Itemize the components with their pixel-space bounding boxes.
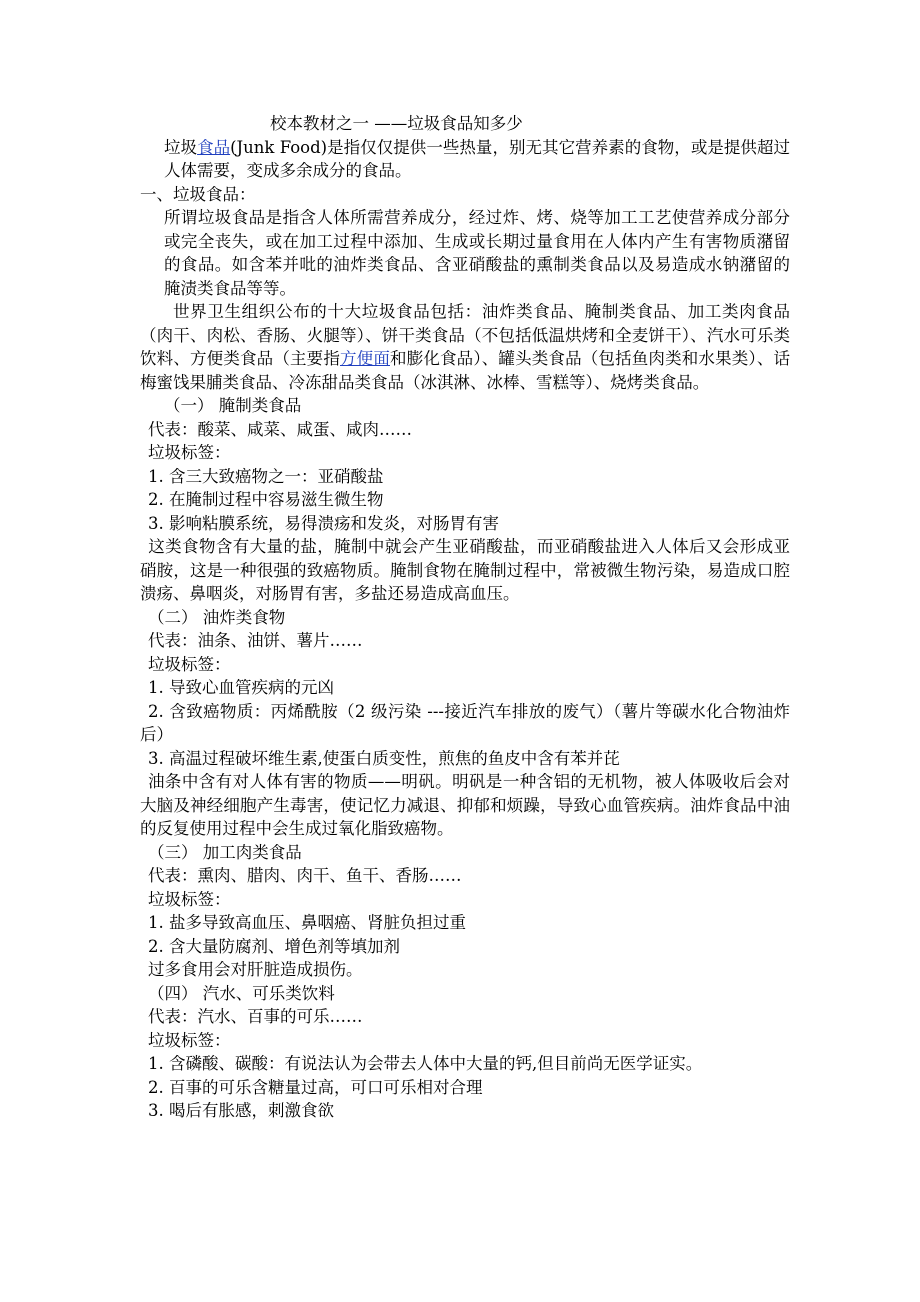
cat2-item: 2. 含致癌物质：丙烯酰胺（2 级污染 ---接近汽车排放的废气）（薯片等碳水化合物油炸后） bbox=[140, 701, 790, 744]
food-link[interactable]: 食品 bbox=[197, 137, 231, 157]
cat2-representatives: 代表：油条、油饼、薯片…… bbox=[148, 631, 363, 650]
cat3-label: 垃圾标签： bbox=[148, 889, 231, 909]
cat1-description: 这类食物含有大量的盐，腌制中就会产生亚硝酸盐，而亚硝酸盐进入人体后又会形成亚硝胺，这是一种很强的致癌物质。腌制食物在腌制过程中，常被微生物污染，易造成口腔溃疡、鼻咽炎，对肠胃有害，多盐还易造成高血压。 bbox=[140, 537, 790, 603]
cat3-heading: （三） 加工肉类食品 bbox=[148, 842, 302, 862]
intro-text-after: (Junk Food)是指仅仅提供一些热量，别无其它营养素的食物，或是提供超过人体需要，变成多余成分的食品。 bbox=[164, 137, 790, 180]
cat2-heading: （二） 油炸类食物 bbox=[148, 607, 286, 627]
cat1-heading: （一） 腌制类食品 bbox=[164, 396, 302, 415]
cat1-representatives: 代表：酸菜、咸菜、咸蛋、咸肉…… bbox=[148, 419, 412, 439]
cat1-item: 1. 含三大致癌物之一：亚硝酸盐 bbox=[148, 466, 384, 486]
cat3-description: 过多食用会对肝脏造成损伤。 bbox=[148, 960, 363, 979]
cat3-item: 2. 含大量防腐剂、增色剂等填加剂 bbox=[148, 936, 400, 956]
cat2-item: 3. 高温过程破坏维生素,使蛋白质变性，煎焦的鱼皮中含有苯并芘 bbox=[148, 748, 620, 768]
cat4-representatives: 代表：汽水、百事的可乐…… bbox=[148, 1007, 363, 1026]
cat1-label: 垃圾标签： bbox=[148, 443, 231, 462]
who-paragraph bbox=[140, 300, 790, 394]
cat2-item: 1. 导致心血管疾病的元凶 bbox=[148, 678, 334, 697]
intro-text-before: 垃圾 bbox=[164, 137, 198, 157]
cat4-item: 3. 喝后有胀感，刺激食欲 bbox=[148, 1101, 334, 1120]
who-text-before: 世界卫生组织公布的十大垃圾食品包括：油炸类食品、腌制类食品、加工类肉食品（肉干、肉松、香肠、火腿等）、饼干类食品（不包括低温烘烤和全麦饼干）、汽水可乐类饮料、方便类食品（主要指 bbox=[140, 302, 790, 368]
instant-noodles-link[interactable]: 方便面 bbox=[340, 349, 390, 368]
document-title: 校本教材之一 ——垃圾食品知多少 bbox=[270, 114, 523, 133]
intro-paragraph bbox=[140, 136, 790, 183]
cat3-item: 1. 盐多导致高血压、鼻咽癌、肾脏负担过重 bbox=[148, 913, 466, 932]
cat3-representatives: 代表：熏肉、腊肉、肉干、鱼干、香肠…… bbox=[148, 866, 462, 885]
section1-heading: 一、垃圾食品： bbox=[140, 184, 256, 204]
cat2-description: 油条中含有对人体有害的物质——明矾。明矾是一种含铝的无机物，被人体吸收后会对大脑及神经细胞产生毒害，使记忆力减退、抑郁和烦躁，导致心血管疾病。油炸食品中油的反复使用过程中会生成过氧化脂致癌物。 bbox=[140, 772, 790, 838]
document-page bbox=[140, 112, 790, 1123]
cat1-item: 3. 影响粘膜系统，易得溃疡和发炎，对肠胃有害 bbox=[148, 513, 499, 533]
cat4-heading: （四） 汽水、可乐类饮料 bbox=[148, 983, 335, 1003]
cat4-label: 垃圾标签： bbox=[148, 1030, 231, 1050]
who-text-after: 和膨化食品）、罐头类食品（包括鱼肉类和水果类）、话梅蜜饯果脯类食品、冷冻甜品类食品（冰淇淋、冰棒、雪糕等）、烧烤类食品。 bbox=[140, 349, 791, 392]
section1-paragraph: 所谓垃圾食品是指含人体所需营养成分，经过炸、烤、烧等加工工艺使营养成分部分或完全丧失，或在加工过程中添加、生成或长期过量食用在人体内产生有害物质潴留的食品。如含苯并吡的油炸类食品、含亚硝酸盐的熏制类食品以及易造成水钠潴留的腌渍类食品等等。 bbox=[164, 208, 790, 298]
cat4-item: 2. 百事的可乐含糖量过高，可口可乐相对合理 bbox=[148, 1077, 483, 1097]
cat1-item: 2. 在腌制过程中容易滋生微生物 bbox=[148, 490, 384, 509]
cat2-label: 垃圾标签： bbox=[148, 654, 231, 674]
cat4-item: 1. 含磷酸、碳酸：有说法认为会带去人体中大量的钙,但目前尚无医学证实。 bbox=[148, 1054, 703, 1073]
